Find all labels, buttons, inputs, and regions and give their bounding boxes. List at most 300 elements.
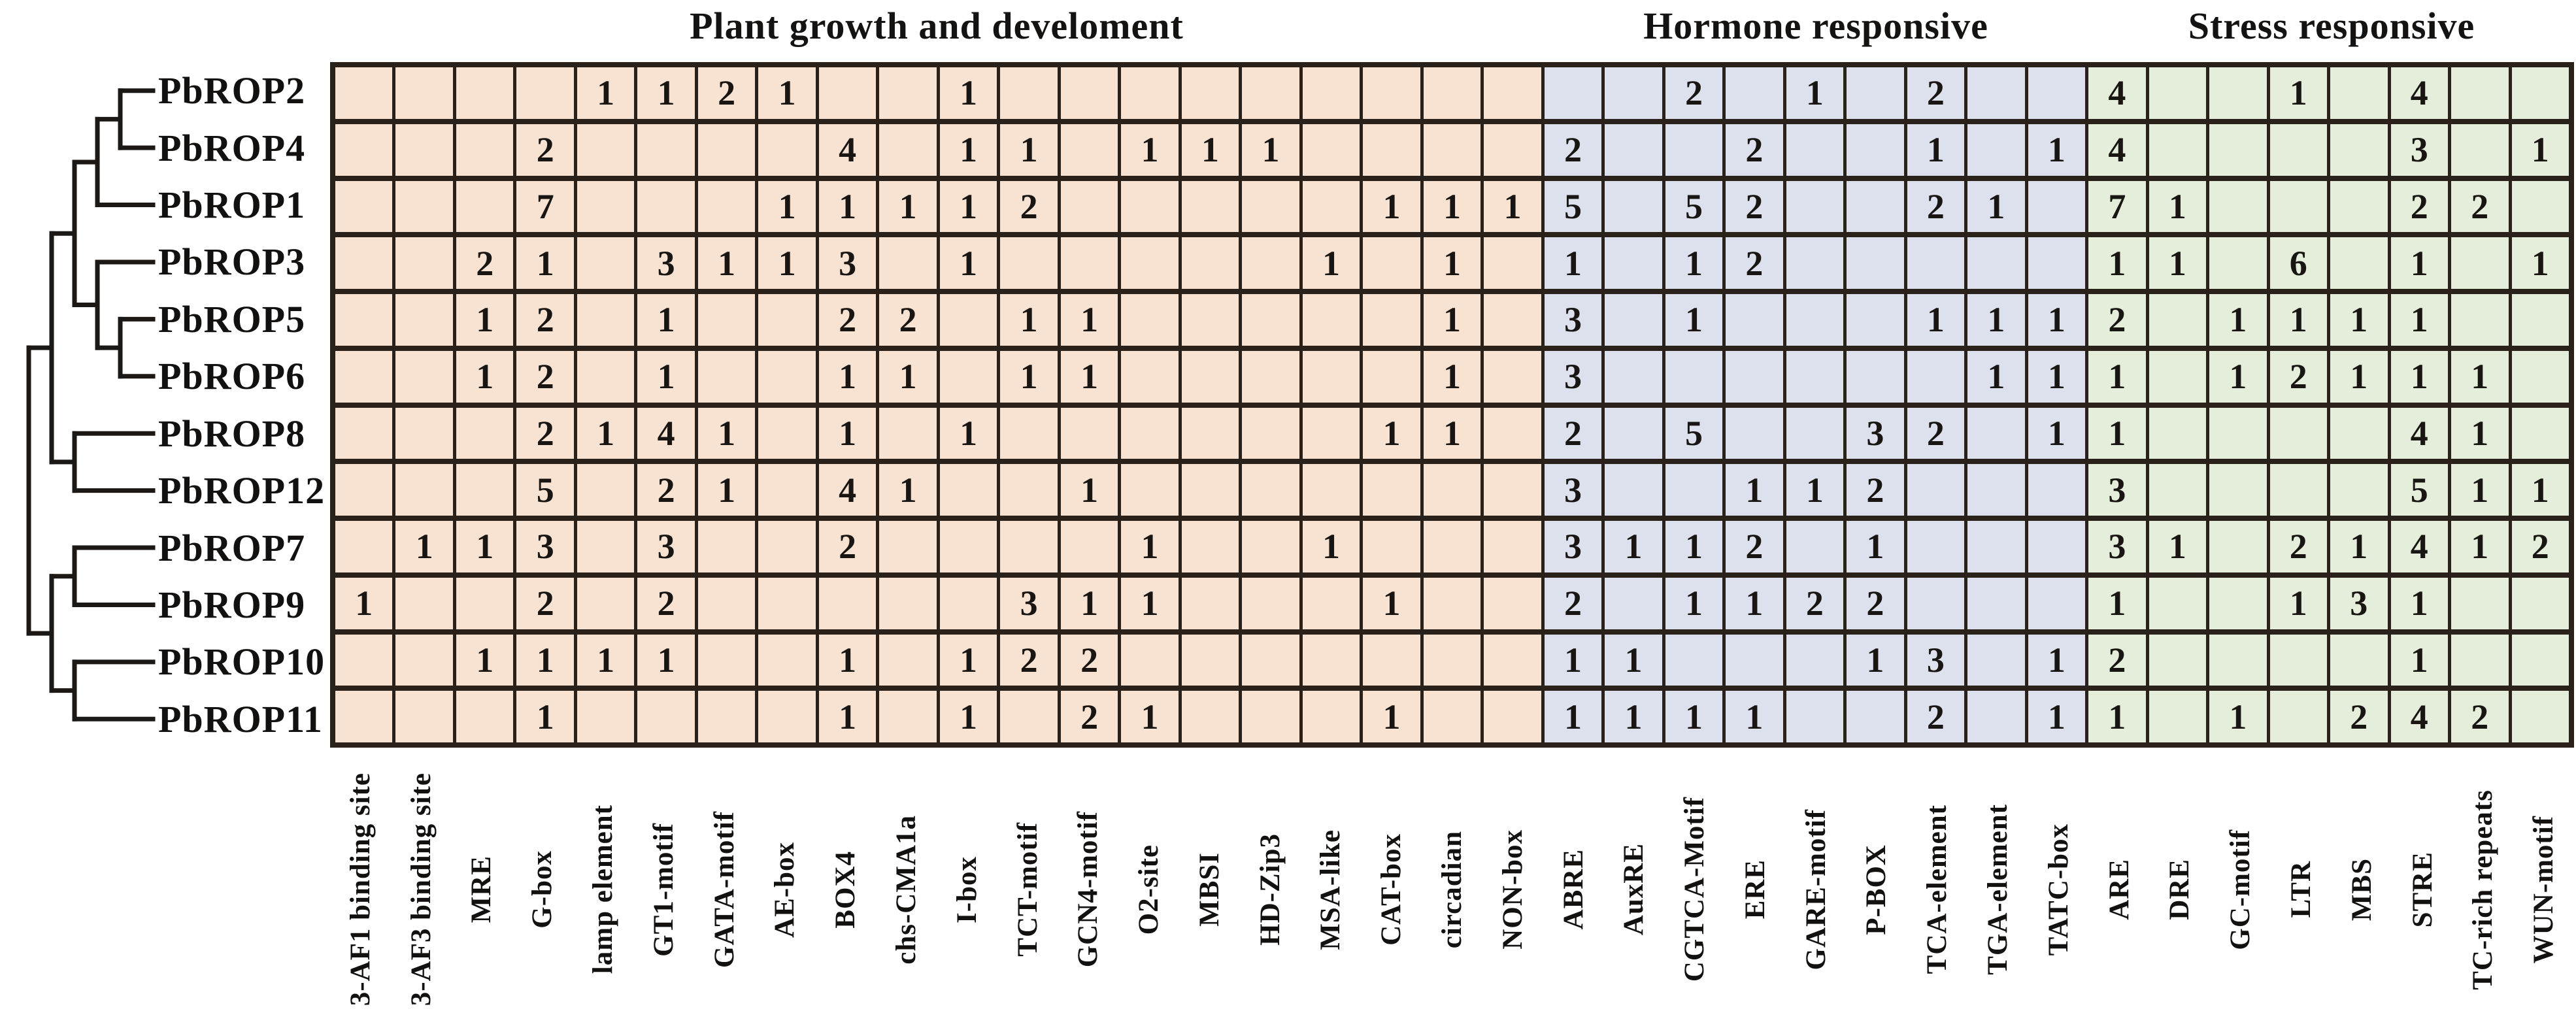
matrix-cell [1242, 521, 1299, 572]
matrix-cell [1786, 351, 1843, 403]
matrix-cell: 1 [1424, 181, 1480, 233]
matrix-cell [1363, 464, 1420, 516]
matrix-cell [1121, 237, 1178, 289]
matrix-cell: 4 [637, 408, 694, 459]
matrix-cell [1847, 67, 1903, 119]
matrix-cell: 1 [1303, 237, 1360, 289]
matrix-cell [940, 578, 997, 629]
matrix-cell [1847, 351, 1903, 403]
matrix-cell: 1 [2391, 351, 2448, 403]
matrix-cell [698, 294, 755, 346]
matrix-cell [1182, 67, 1239, 119]
matrix-cell [698, 521, 755, 572]
matrix-cell: 1 [1061, 294, 1118, 346]
matrix-cell [335, 124, 392, 176]
matrix-cell [1242, 464, 1299, 516]
matrix-cell: 1 [940, 67, 997, 119]
matrix-cell [335, 691, 392, 742]
matrix-cell [819, 67, 876, 119]
matrix-cell: 7 [2088, 181, 2146, 233]
matrix-cell [1121, 294, 1178, 346]
matrix-cell: 2 [1907, 408, 1964, 459]
matrix-cell: 1 [2512, 237, 2569, 289]
matrix-cell: 1 [2209, 691, 2266, 742]
column-label: TCA-element [1922, 804, 1953, 974]
matrix-cell: 3 [1000, 578, 1057, 629]
matrix-cell [1363, 294, 1420, 346]
matrix-cell [2512, 181, 2569, 233]
matrix-cell [1242, 408, 1299, 459]
matrix-cell: 4 [819, 124, 876, 176]
column-label: WUN-motif [2528, 815, 2560, 964]
matrix-cell [1967, 408, 2024, 459]
matrix-cell [1000, 521, 1057, 572]
matrix-cell: 2 [1907, 181, 1964, 233]
matrix-cell: 1 [1424, 294, 1480, 346]
matrix-cell [1665, 464, 1723, 516]
matrix-cell [2209, 124, 2266, 176]
matrix-cell [1484, 464, 1541, 516]
matrix-cell [335, 67, 392, 119]
matrix-cell: 1 [516, 237, 573, 289]
matrix-cell: 1 [940, 181, 997, 233]
matrix-cell: 1 [1424, 237, 1480, 289]
matrix-cell [1967, 464, 2024, 516]
row-label: PbROP5 [158, 297, 306, 340]
matrix-cell [2209, 67, 2266, 119]
section-header-stress-responsive: Stress responsive [2188, 5, 2475, 47]
matrix-cell: 1 [1605, 691, 1662, 742]
matrix-cell [1242, 294, 1299, 346]
matrix-cell [2028, 521, 2085, 572]
matrix-cell [637, 124, 694, 176]
matrix-cell: 3 [2391, 124, 2448, 176]
column-label: P-BOX [1861, 844, 1892, 935]
matrix-cell [2270, 408, 2327, 459]
matrix-cell: 1 [2028, 691, 2085, 742]
column-label: chs-CMA1a [890, 814, 922, 965]
matrix-cell [2512, 408, 2569, 459]
matrix-cell: 1 [1665, 521, 1723, 572]
matrix-cell: 1 [1665, 237, 1723, 289]
matrix-cell: 2 [2088, 635, 2146, 686]
matrix-cell: 1 [1786, 67, 1843, 119]
matrix-cell: 1 [819, 351, 876, 403]
matrix-cell [1424, 635, 1480, 686]
matrix-cell [1786, 691, 1843, 742]
matrix-cell [1424, 578, 1480, 629]
matrix-cell [1484, 124, 1541, 176]
matrix-cell: 1 [1121, 578, 1178, 629]
matrix-cell: 1 [637, 635, 694, 686]
matrix-cell: 1 [2270, 67, 2327, 119]
matrix-cell [1786, 635, 1843, 686]
column-label: TGA-element [1982, 804, 2014, 975]
matrix-cell [1303, 635, 1360, 686]
matrix-cell: 1 [940, 237, 997, 289]
matrix-cell [1967, 691, 2024, 742]
matrix-cell [335, 237, 392, 289]
matrix-cell: 2 [516, 408, 573, 459]
matrix-cell: 1 [2451, 408, 2508, 459]
matrix-cell: 1 [456, 294, 513, 346]
matrix-cell [2149, 408, 2206, 459]
matrix-cell [1303, 67, 1360, 119]
matrix-cell: 1 [2391, 294, 2448, 346]
matrix-cell: 1 [698, 237, 755, 289]
matrix-cell [1242, 237, 1299, 289]
matrix-cell [2330, 67, 2387, 119]
matrix-cell [1121, 351, 1178, 403]
row-label: PbROP11 [158, 697, 323, 740]
matrix-cell: 1 [940, 124, 997, 176]
matrix-cell [395, 635, 452, 686]
matrix-cell: 2 [1907, 691, 1964, 742]
matrix-cell [335, 351, 392, 403]
matrix-cell: 1 [637, 294, 694, 346]
matrix-cell [1907, 578, 1964, 629]
matrix-cell: 2 [516, 578, 573, 629]
matrix-cell [1967, 635, 2024, 686]
matrix-cell: 1 [637, 67, 694, 119]
matrix-cell [577, 578, 634, 629]
matrix-cell [1786, 181, 1843, 233]
matrix-cell: 1 [1605, 521, 1662, 572]
matrix-cell [1605, 464, 1662, 516]
matrix-cell [1665, 124, 1723, 176]
matrix-cell [577, 294, 634, 346]
matrix-cell [1242, 691, 1299, 742]
matrix-cell [1242, 67, 1299, 119]
matrix-cell: 1 [1061, 464, 1118, 516]
matrix-cell [1484, 578, 1541, 629]
matrix-cell [456, 181, 513, 233]
matrix-cell [577, 351, 634, 403]
matrix-cell: 1 [2088, 237, 2146, 289]
matrix-cell: 1 [395, 521, 452, 572]
row-label: PbROP8 [158, 412, 306, 455]
matrix-cell [395, 408, 452, 459]
matrix-cell [2270, 181, 2327, 233]
matrix-cell [2512, 635, 2569, 686]
column-label: GC-motif [2225, 829, 2256, 950]
column-label: GT1-motif [648, 822, 679, 957]
matrix-cell: 5 [516, 464, 573, 516]
matrix-cell: 1 [2451, 464, 2508, 516]
matrix-cell: 6 [2270, 237, 2327, 289]
matrix-cell [2512, 294, 2569, 346]
column-label: AE-box [769, 841, 801, 938]
matrix-cell: 1 [2088, 408, 2146, 459]
matrix-cell: 1 [516, 635, 573, 686]
matrix-cell [1061, 521, 1118, 572]
column-label: HD-Zip3 [1254, 833, 1286, 946]
matrix-cell: 1 [1967, 294, 2024, 346]
matrix-cell: 2 [2391, 181, 2448, 233]
matrix-cell: 1 [1363, 408, 1420, 459]
matrix-cell: 2 [1061, 691, 1118, 742]
matrix-cell [335, 635, 392, 686]
matrix-cell [577, 521, 634, 572]
row-labels [158, 62, 329, 748]
matrix-cell [2330, 635, 2387, 686]
column-label: GATA-motif [709, 810, 740, 969]
matrix-cell [1605, 67, 1662, 119]
matrix-cell: 3 [1545, 294, 1601, 346]
matrix-cell [2451, 294, 2508, 346]
matrix-cell: 3 [516, 521, 573, 572]
matrix-cell [2330, 408, 2387, 459]
section-header-plant-growth: Plant growth and develoment [690, 5, 1184, 47]
section-header-hormone-responsive: Hormone responsive [1643, 5, 1988, 47]
matrix-cell [2270, 635, 2327, 686]
matrix-cell: 1 [1484, 181, 1541, 233]
matrix-cell [1907, 237, 1964, 289]
matrix-cell: 1 [1182, 124, 1239, 176]
matrix-cell: 3 [2088, 521, 2146, 572]
matrix-cell [516, 67, 573, 119]
matrix-cell [456, 124, 513, 176]
matrix-cell [1182, 237, 1239, 289]
matrix-cell: 7 [516, 181, 573, 233]
matrix-cell [1182, 464, 1239, 516]
matrix-cell [1786, 124, 1843, 176]
matrix-cell: 1 [819, 691, 876, 742]
matrix-cell [1000, 408, 1057, 459]
matrix-cell [1605, 408, 1662, 459]
row-label: PbROP10 [158, 640, 326, 684]
matrix-cell [698, 691, 755, 742]
matrix-cell: 2 [1000, 181, 1057, 233]
matrix-cell [395, 464, 452, 516]
matrix-cell: 1 [1665, 294, 1723, 346]
matrix-cell [1847, 691, 1903, 742]
matrix-cell: 2 [2088, 294, 2146, 346]
row-label: PbROP6 [158, 355, 306, 398]
matrix-cell: 1 [2088, 351, 2146, 403]
matrix-cell [1061, 237, 1118, 289]
matrix-cell [2330, 237, 2387, 289]
matrix-cell: 3 [2330, 578, 2387, 629]
matrix-cell: 1 [1847, 521, 1903, 572]
column-label: I-box [951, 855, 982, 923]
matrix-cell: 1 [819, 635, 876, 686]
matrix-cell [758, 521, 816, 572]
column-label: TATC-box [2043, 823, 2074, 956]
matrix-cell [2209, 635, 2266, 686]
matrix-cell [1605, 578, 1662, 629]
matrix-cell: 1 [577, 635, 634, 686]
matrix-cell [819, 578, 876, 629]
matrix-cell: 1 [2391, 578, 2448, 629]
matrix-cell [698, 351, 755, 403]
column-label: MBS [2346, 857, 2377, 921]
matrix-cell: 2 [1786, 578, 1843, 629]
column-label: ERE [1739, 859, 1771, 920]
matrix-cell: 3 [1847, 408, 1903, 459]
matrix-cell [2270, 464, 2327, 516]
matrix-cell: 2 [516, 351, 573, 403]
matrix-cell [1424, 67, 1480, 119]
matrix-cell: 1 [1665, 578, 1723, 629]
matrix-cell: 1 [1000, 124, 1057, 176]
matrix-cell: 1 [2088, 578, 2146, 629]
matrix-cell [698, 578, 755, 629]
matrix-cell: 5 [1665, 408, 1723, 459]
matrix-cell [1605, 124, 1662, 176]
matrix-cell: 1 [1665, 691, 1723, 742]
matrix-cell [1847, 124, 1903, 176]
matrix-cell: 2 [2451, 181, 2508, 233]
matrix-cell: 1 [1907, 294, 1964, 346]
matrix-cell [758, 635, 816, 686]
matrix-cell: 1 [2451, 521, 2508, 572]
matrix-cell [1967, 67, 2024, 119]
matrix-cell [1303, 294, 1360, 346]
matrix-cell: 1 [698, 464, 755, 516]
matrix-cell [2451, 237, 2508, 289]
matrix-cell [1363, 67, 1420, 119]
matrix-cell [1786, 408, 1843, 459]
column-label: AuxRE [1618, 843, 1650, 936]
matrix-cell [1363, 351, 1420, 403]
matrix-cell: 4 [2391, 691, 2448, 742]
matrix-cell [1726, 67, 1782, 119]
matrix-cell: 3 [637, 237, 694, 289]
matrix-cell [758, 578, 816, 629]
matrix-cell [395, 578, 452, 629]
matrix-cell: 5 [1545, 181, 1601, 233]
matrix-cell [456, 464, 513, 516]
matrix-cell [758, 691, 816, 742]
matrix-cell [879, 408, 936, 459]
matrix-cell: 2 [1665, 67, 1723, 119]
matrix-cell: 4 [2391, 521, 2448, 572]
matrix-cell [577, 124, 634, 176]
matrix-cell: 1 [879, 351, 936, 403]
column-label: G-box [527, 850, 558, 929]
column-label: CGTCA-Motif [1679, 797, 1711, 982]
matrix-cell [1121, 67, 1178, 119]
matrix-cell [637, 181, 694, 233]
matrix-cell: 1 [2270, 294, 2327, 346]
matrix-cell [1545, 67, 1601, 119]
matrix-cell [1847, 181, 1903, 233]
matrix-cell: 2 [516, 124, 573, 176]
matrix-cell: 2 [1545, 408, 1601, 459]
matrix-cell [1967, 578, 2024, 629]
matrix-cell [1424, 691, 1480, 742]
matrix-cell: 1 [577, 67, 634, 119]
matrix-cell [879, 691, 936, 742]
matrix-cell: 4 [2391, 67, 2448, 119]
matrix-cell: 3 [637, 521, 694, 572]
matrix-cell [2330, 124, 2387, 176]
matrix-cell [879, 635, 936, 686]
matrix-cell: 1 [2330, 351, 2387, 403]
row-label: PbROP4 [158, 126, 306, 169]
matrix-cell: 1 [758, 237, 816, 289]
matrix-cell [1424, 464, 1480, 516]
matrix-cell [2451, 635, 2508, 686]
matrix-cell: 1 [940, 408, 997, 459]
matrix-cell: 1 [1424, 351, 1480, 403]
matrix-cell [758, 124, 816, 176]
matrix-cell [335, 521, 392, 572]
matrix-cell [577, 237, 634, 289]
matrix-cell [2209, 578, 2266, 629]
row-label: PbROP7 [158, 526, 306, 569]
column-label: circadian [1436, 830, 1467, 949]
matrix-cell: 2 [1726, 521, 1782, 572]
matrix-cell: 2 [1726, 237, 1782, 289]
column-label: CAT-box [1376, 833, 1407, 946]
column-label: 3-AF3 binding site [405, 772, 437, 1006]
matrix-cell [2028, 181, 2085, 233]
matrix-cell [2270, 691, 2327, 742]
matrix-cell: 1 [1847, 635, 1903, 686]
matrix-cell: 3 [1907, 635, 1964, 686]
column-label: MSA-like [1315, 829, 1347, 950]
matrix-cell: 1 [2330, 521, 2387, 572]
matrix-cell [1967, 124, 2024, 176]
matrix-cell: 1 [2330, 294, 2387, 346]
matrix-cell: 3 [1545, 521, 1601, 572]
matrix-cell: 4 [2088, 124, 2146, 176]
matrix-cell [940, 464, 997, 516]
column-label: NON-box [1497, 829, 1528, 950]
matrix-cell: 1 [1726, 578, 1782, 629]
matrix-cell [1182, 294, 1239, 346]
matrix-cell [1363, 521, 1420, 572]
matrix-cell [1303, 464, 1360, 516]
matrix-cell [1182, 578, 1239, 629]
matrix-cell [2451, 578, 2508, 629]
matrix-cell [2149, 691, 2206, 742]
matrix-cell [577, 181, 634, 233]
matrix-cell [1182, 351, 1239, 403]
matrix-cell [1424, 521, 1480, 572]
matrix-cell: 2 [879, 294, 936, 346]
matrix-cell [1967, 237, 2024, 289]
matrix-cell [1061, 67, 1118, 119]
matrix-cell: 1 [1061, 351, 1118, 403]
matrix-cell [1363, 635, 1420, 686]
matrix-cell [2512, 67, 2569, 119]
matrix-cell: 1 [1363, 578, 1420, 629]
matrix-cell [1786, 294, 1843, 346]
matrix-cell [2149, 464, 2206, 516]
matrix-cell: 4 [2391, 408, 2448, 459]
column-label: GARE-motif [1800, 808, 1832, 970]
matrix-cell [395, 67, 452, 119]
matrix-cell [2451, 124, 2508, 176]
matrix-cell [1182, 691, 1239, 742]
matrix-cell [1000, 464, 1057, 516]
matrix-cell: 2 [698, 67, 755, 119]
matrix-cell: 1 [819, 408, 876, 459]
matrix-cell: 1 [1967, 181, 2024, 233]
matrix-cell: 3 [819, 237, 876, 289]
column-label: DRE [2164, 859, 2196, 920]
matrix-cell: 1 [1545, 635, 1601, 686]
matrix-cell: 2 [1907, 67, 1964, 119]
column-label: MBSI [1194, 852, 1225, 927]
matrix-cell [395, 124, 452, 176]
matrix-cell [1726, 635, 1782, 686]
matrix-cell: 1 [2270, 578, 2327, 629]
column-label: STRE [2407, 851, 2438, 928]
